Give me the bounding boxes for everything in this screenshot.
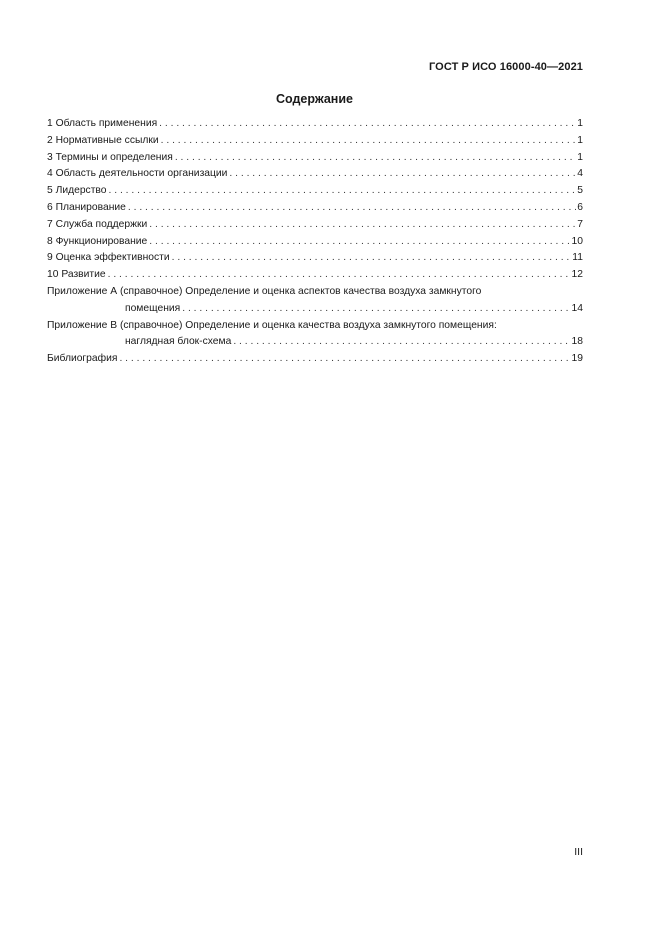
toc-appendix-b[interactable] — [47, 318, 583, 352]
toc-entry[interactable] — [47, 133, 583, 150]
toc-entry-page: 19 — [571, 353, 583, 365]
toc-appendix-line1: Приложение А (справочное) Определение и оценка аспектов качества воздуха замкнутого — [47, 285, 482, 297]
toc-appendix-a[interactable] — [47, 284, 583, 318]
toc-entry[interactable] — [47, 217, 583, 234]
dot-leader — [170, 250, 572, 267]
toc-entry-label: 6 Планирование — [47, 201, 126, 213]
toc-entry-label: 4 Область деятельности организации — [47, 168, 228, 180]
toc-appendix-line2: наглядная блок-схема — [125, 336, 232, 348]
toc-entry-page: 1 — [577, 134, 583, 146]
toc-entry-label: 1 Область применения — [47, 118, 158, 129]
dot-leader — [231, 334, 570, 351]
dot-leader — [157, 116, 576, 133]
dot-leader — [147, 234, 570, 251]
toc-entry-page: 1 — [577, 151, 583, 163]
dot-leader — [107, 183, 577, 200]
toc-entry-label: 10 Развитие — [47, 269, 106, 281]
toc-entry[interactable] — [47, 166, 583, 183]
toc-entry-page: 6 — [577, 201, 583, 213]
toc-appendix-line2: помещения — [125, 302, 181, 314]
toc-entry-page: 1 — [577, 118, 583, 129]
toc-entry-label: 5 Лидерство — [47, 185, 107, 197]
toc-entry-page: 5 — [577, 185, 583, 197]
dot-leader — [180, 301, 570, 318]
toc-entry-page: 18 — [571, 336, 583, 348]
toc-entry-label: 8 Функционирование — [47, 235, 148, 247]
dot-leader — [126, 200, 576, 217]
toc-entry-page: 4 — [577, 168, 583, 180]
toc-entry-label: 9 Оценка эффективности — [47, 252, 170, 264]
toc-entry-label: 7 Служба поддержки — [47, 218, 148, 230]
toc-entry[interactable] — [47, 250, 583, 267]
toc-entry-page: 7 — [577, 218, 583, 230]
toc-entry-label: 2 Нормативные ссылки — [47, 134, 159, 146]
toc-entry-page: 14 — [571, 302, 583, 314]
dot-leader — [227, 166, 576, 183]
toc-entry-page: 12 — [571, 269, 583, 281]
toc-entry-page: 11 — [572, 252, 583, 264]
toc-entry-page: 10 — [571, 235, 583, 247]
dot-leader — [173, 150, 576, 167]
toc-title: Содержание — [275, 92, 353, 106]
page-number: III — [574, 846, 583, 858]
toc-entry[interactable] — [47, 183, 583, 200]
dot-leader — [106, 267, 571, 284]
dot-leader — [147, 217, 576, 234]
document-code: ГОСТ Р ИСО 16000-40—2021 — [428, 61, 583, 73]
dot-leader — [159, 133, 577, 150]
toc-entry[interactable] — [47, 200, 583, 217]
toc-entry-label: Библиография — [47, 353, 118, 365]
toc-entry[interactable] — [47, 234, 583, 251]
table-of-contents — [47, 116, 583, 368]
toc-bibliography[interactable] — [47, 351, 583, 368]
dot-leader — [117, 351, 570, 368]
toc-entry-label: 3 Термины и определения — [47, 151, 173, 163]
toc-appendix-line1: Приложение В (справочное) Определение и оценка качества воздуха замкнутого помещения: — [47, 319, 497, 331]
toc-entry[interactable] — [47, 116, 583, 133]
toc-entry[interactable] — [47, 267, 583, 284]
toc-entry[interactable] — [47, 150, 583, 167]
